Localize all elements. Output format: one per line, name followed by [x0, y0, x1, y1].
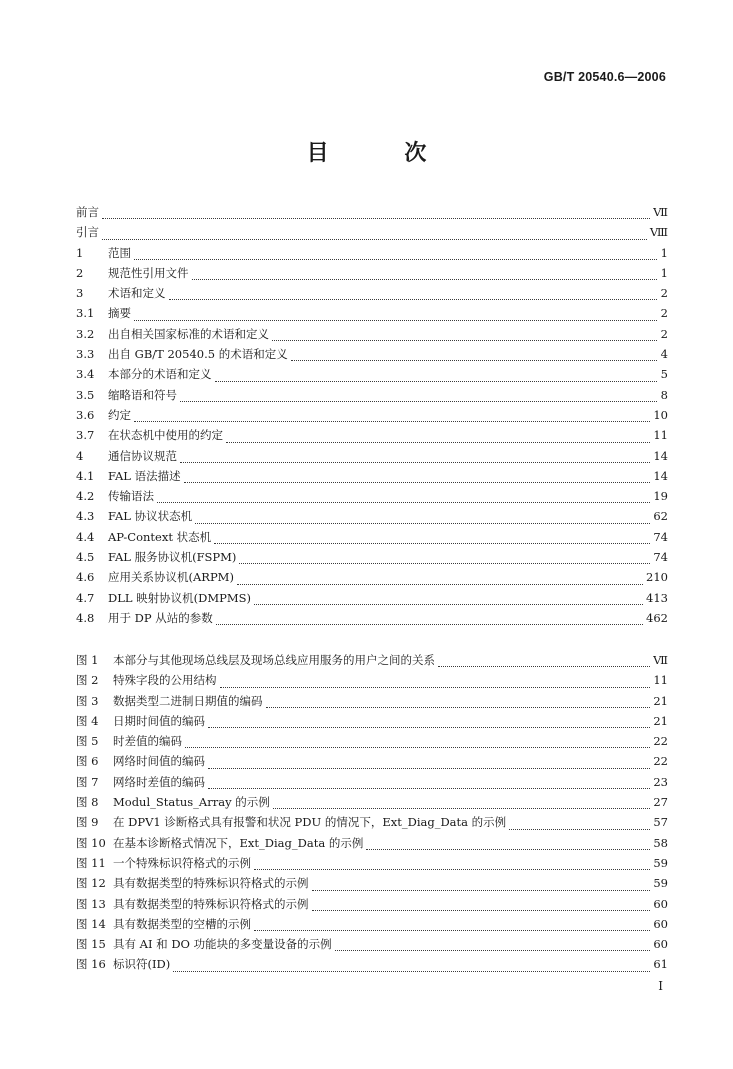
toc-dot-leader: [254, 604, 643, 605]
toc-section-entry[interactable]: [76, 303, 668, 323]
toc-entry-label: 通信协议规范: [108, 448, 177, 463]
toc-sections-list: [76, 202, 668, 628]
toc-figure-entry[interactable]: [76, 751, 668, 771]
toc-figure-entry[interactable]: [76, 691, 668, 711]
toc-entry-label: 前言: [76, 205, 99, 219]
toc-entry-page: 60: [653, 937, 668, 952]
toc-entry-label: AP-Context 状态机: [108, 529, 212, 544]
toc-entry-page: 462: [646, 610, 668, 625]
toc-entry-page: 11: [653, 673, 668, 688]
toc-entry-number: 3.7: [76, 428, 95, 443]
toc-entry-number: 4.6: [76, 570, 95, 585]
toc-entry-number: 3.5: [76, 387, 95, 402]
toc-entry-label: 传输语法: [108, 489, 154, 504]
toc-entry-label: FAL 语法描述: [108, 468, 181, 483]
toc-entry-number: 4.8: [76, 610, 95, 625]
toc-dot-leader: [335, 950, 651, 951]
toc-entry-page: 2: [660, 326, 668, 341]
toc-dot-leader: [266, 707, 651, 708]
toc-section-entry[interactable]: [76, 243, 668, 263]
toc-entry-label: 应用关系协议机(ARPM): [108, 570, 234, 585]
toc-dot-leader: [180, 462, 650, 463]
toc-entry-page: 10: [653, 407, 668, 422]
toc-entry-page: 57: [653, 815, 668, 830]
toc-dot-leader: [254, 869, 650, 870]
toc-entry-page: Ⅶ: [653, 653, 668, 667]
toc-entry-number: 图 5: [76, 734, 99, 749]
toc-entry-label: 引言: [76, 225, 99, 240]
toc-dot-leader: [184, 482, 651, 483]
toc-entry-page: 210: [646, 570, 668, 585]
toc-dot-leader: [312, 890, 651, 891]
toc-figures-list: [76, 650, 668, 975]
toc-entry-label: 用于 DP 从站的参数: [108, 610, 213, 625]
toc-entry-label: 数据类型二进制日期值的编码: [113, 693, 263, 708]
toc-entry-label: 时差值的编码: [113, 734, 182, 749]
toc-dot-leader: [134, 421, 650, 422]
toc-section-entry[interactable]: [76, 405, 668, 425]
toc-entry-label: 网络时间值的编码: [113, 754, 205, 769]
toc-entry-number: 2: [76, 265, 84, 280]
toc-figure-entry[interactable]: [76, 914, 668, 934]
toc-entry-label: 标识符(ID): [113, 957, 171, 972]
toc-dot-leader: [208, 788, 650, 789]
toc-entry-page: 58: [653, 835, 668, 850]
toc-entry-label: Modul_Status_Array 的示例: [113, 795, 270, 810]
toc-figure-entry[interactable]: [76, 894, 668, 914]
toc-figure-entry[interactable]: [76, 772, 668, 792]
toc-dot-leader: [215, 381, 658, 382]
toc-entry-number: 图 1: [76, 653, 99, 667]
toc-dot-leader: [509, 829, 650, 830]
toc-entry-label: 日期时间值的编码: [113, 713, 205, 728]
toc-section-entry[interactable]: [76, 567, 668, 587]
toc-entry-label: 本部分与其他现场总线层及现场总线应用服务的用户之间的关系: [113, 653, 435, 667]
toc-entry-page: 8: [660, 387, 668, 402]
toc-section-entry[interactable]: [76, 588, 668, 608]
toc-section-entry[interactable]: [76, 263, 668, 283]
toc-figure-entry[interactable]: [76, 853, 668, 873]
toc-dot-leader: [254, 930, 650, 931]
toc-dot-leader: [180, 401, 657, 402]
toc-entry-page: 22: [653, 734, 668, 749]
toc-dot-leader: [239, 563, 650, 564]
toc-entry-label: FAL 协议状态机: [108, 509, 193, 524]
toc-section-entry[interactable]: [76, 425, 668, 445]
toc-entry-page: 60: [653, 896, 668, 911]
toc-entry-number: 1: [76, 245, 84, 260]
toc-section-entry[interactable]: [76, 608, 668, 628]
toc-entry-number: 图 10: [76, 835, 106, 850]
toc-figure-entry[interactable]: [76, 873, 668, 893]
toc-dot-leader: [102, 239, 647, 240]
toc-entry-number: 3.1: [76, 306, 95, 321]
toc-dot-leader: [134, 320, 657, 321]
toc-entry-page: 22: [653, 754, 668, 769]
toc-entry-label: 网络时差值的编码: [113, 774, 205, 789]
toc-figure-entry[interactable]: [76, 650, 668, 670]
toc-entry-number: 图 6: [76, 754, 99, 769]
toc-figure-entry[interactable]: [76, 812, 668, 832]
toc-entry-page: 11: [653, 428, 668, 443]
toc-entry-page: 14: [653, 468, 668, 483]
page-folio: I: [658, 979, 663, 993]
toc-entry-label: 范围: [108, 245, 131, 260]
toc-dot-leader: [366, 849, 650, 850]
toc-entry-number: 4.1: [76, 468, 95, 483]
toc-entry-page: 61: [653, 957, 668, 972]
toc-entry-label: 缩略语和符号: [108, 387, 177, 402]
toc-entry-page: 74: [653, 550, 668, 565]
toc-dot-leader: [208, 768, 650, 769]
toc-entry-page: 62: [653, 509, 668, 524]
toc-entry-page: 1: [660, 245, 668, 260]
toc-section-entry[interactable]: [76, 283, 668, 303]
toc-entry-label: 规范性引用文件: [108, 265, 189, 280]
toc-entry-label: 在状态机中使用的约定: [108, 428, 223, 443]
toc-entry-number: 4.3: [76, 509, 95, 524]
toc-section-entry[interactable]: [76, 466, 668, 486]
toc-entry-number: 3.4: [76, 367, 95, 382]
toc-entry-number: 图 15: [76, 937, 106, 952]
toc-entry-number: 图 16: [76, 957, 106, 972]
toc-dot-leader: [195, 523, 650, 524]
toc-entry-page: 21: [653, 713, 668, 728]
toc-entry-number: 4.2: [76, 489, 95, 504]
toc-entry-page: 4: [660, 347, 668, 362]
toc-entry-page: 2: [660, 306, 668, 321]
toc-section-entry[interactable]: [76, 222, 668, 242]
toc-dot-leader: [208, 727, 650, 728]
page-title: 目 次: [306, 141, 461, 166]
toc-entry-number: 图 14: [76, 916, 106, 931]
toc-entry-page: 27: [653, 795, 668, 810]
toc-entry-page: 59: [653, 855, 668, 870]
toc-figure-entry[interactable]: [76, 731, 668, 751]
toc-figure-entry[interactable]: [76, 792, 668, 812]
toc-dot-leader: [157, 502, 650, 503]
toc-entry-label: 本部分的术语和定义: [108, 367, 212, 382]
toc-section-entry[interactable]: [76, 202, 668, 222]
toc-entry-label: 摘要: [108, 306, 131, 321]
toc-entry-label: 具有数据类型的特殊标识符格式的示例: [113, 876, 309, 891]
toc-entry-number: 3.2: [76, 326, 95, 341]
toc-entry-page: 2: [660, 286, 668, 301]
toc-entry-page: 19: [653, 489, 668, 504]
toc-entry-label: 一个特殊标识符格式的示例: [113, 855, 251, 870]
toc-entry-label: DLL 映射协议机(DMPMS): [108, 590, 252, 605]
toc-dot-leader: [173, 971, 650, 972]
toc-figure-entry[interactable]: [76, 934, 668, 954]
toc-dot-leader: [291, 360, 657, 361]
toc-entry-number: 4: [76, 448, 84, 463]
standard-code: GB/T 20540.6—2006: [543, 70, 666, 84]
toc-figure-entry[interactable]: [76, 670, 668, 690]
toc-entry-number: 4.7: [76, 590, 95, 605]
toc-entry-page: 60: [653, 916, 668, 931]
toc-entry-label: 术语和定义: [108, 286, 166, 301]
toc-entry-number: 3.3: [76, 347, 95, 362]
toc-dot-leader: [216, 624, 643, 625]
toc-section-entry[interactable]: [76, 486, 668, 506]
toc-entry-label: 在 DPV1 诊断格式具有报警和状况 PDU 的情况下，Ext_Diag_Data 的示例: [113, 815, 507, 830]
toc-entry-label: 约定: [108, 407, 131, 422]
toc-dot-leader: [185, 747, 650, 748]
toc-entry-page: 413: [646, 590, 668, 605]
toc-entry-page: 1: [660, 265, 668, 280]
toc-entry-number: 3: [76, 286, 84, 301]
toc-entry-label: 出自相关国家标准的术语和定义: [108, 326, 269, 341]
toc-entry-page: 5: [660, 367, 668, 382]
toc-entry-page: Ⅶ: [653, 205, 668, 219]
toc-entry-number: 4.5: [76, 550, 95, 565]
toc-dot-leader: [169, 299, 658, 300]
toc-dot-leader: [272, 340, 657, 341]
toc-entry-number: 图 3: [76, 693, 99, 708]
toc-entry-number: 3.6: [76, 407, 95, 422]
toc-entry-page: 59: [653, 876, 668, 891]
toc-entry-number: 图 2: [76, 673, 99, 688]
toc-dot-leader: [192, 279, 658, 280]
toc-entry-number: 图 8: [76, 795, 99, 810]
toc-dot-leader: [273, 808, 651, 809]
toc-entry-page: 23: [653, 774, 668, 789]
toc-section-entry[interactable]: [76, 385, 668, 405]
toc-dot-leader: [214, 543, 650, 544]
toc-dot-leader: [438, 666, 650, 667]
toc-entry-label: 出自 GB/T 20540.5 的术语和定义: [108, 347, 288, 362]
toc-entry-label: 特殊字段的公用结构: [113, 673, 217, 688]
toc-entry-page: 21: [653, 693, 668, 708]
toc-entry-number: 4.4: [76, 529, 95, 544]
toc-entry-number: 图 11: [76, 855, 106, 870]
toc-section-entry[interactable]: [76, 547, 668, 567]
toc-entry-label: FAL 服务协议机(FSPM): [108, 550, 237, 565]
toc-figure-entry[interactable]: [76, 711, 668, 731]
toc-section-entry[interactable]: [76, 446, 668, 466]
toc-section-entry[interactable]: [76, 364, 668, 384]
toc-section-entry[interactable]: [76, 324, 668, 344]
toc-dot-leader: [226, 442, 650, 443]
toc-figure-entry[interactable]: [76, 833, 668, 853]
toc-entry-label: 具有数据类型的特殊标识符格式的示例: [113, 896, 309, 911]
toc-entry-page: Ⅷ: [649, 225, 668, 240]
toc-dot-leader: [312, 910, 651, 911]
toc-entry-number: 图 7: [76, 774, 99, 789]
toc-dot-leader: [237, 584, 643, 585]
toc-dot-leader: [102, 218, 650, 219]
toc-entry-number: 图 4: [76, 713, 99, 728]
toc-entry-label: 在基本诊断格式情况下，Ext_Diag_Data 的示例: [113, 835, 364, 850]
toc-dot-leader: [220, 687, 651, 688]
toc-entry-number: 图 12: [76, 876, 106, 891]
toc-entry-label: 具有 AI 和 DO 功能块的多变量设备的示例: [113, 937, 332, 952]
toc-entry-page: 74: [653, 529, 668, 544]
toc-section-entry[interactable]: [76, 527, 668, 547]
toc-entry-label: 具有数据类型的空槽的示例: [113, 916, 251, 931]
toc-figure-entry[interactable]: [76, 954, 668, 974]
toc-dot-leader: [134, 259, 657, 260]
toc-entry-number: 图 13: [76, 896, 106, 911]
toc-section-entry[interactable]: [76, 506, 668, 526]
toc-section-entry[interactable]: [76, 344, 668, 364]
toc-entry-page: 14: [653, 448, 668, 463]
toc-entry-number: 图 9: [76, 815, 99, 830]
